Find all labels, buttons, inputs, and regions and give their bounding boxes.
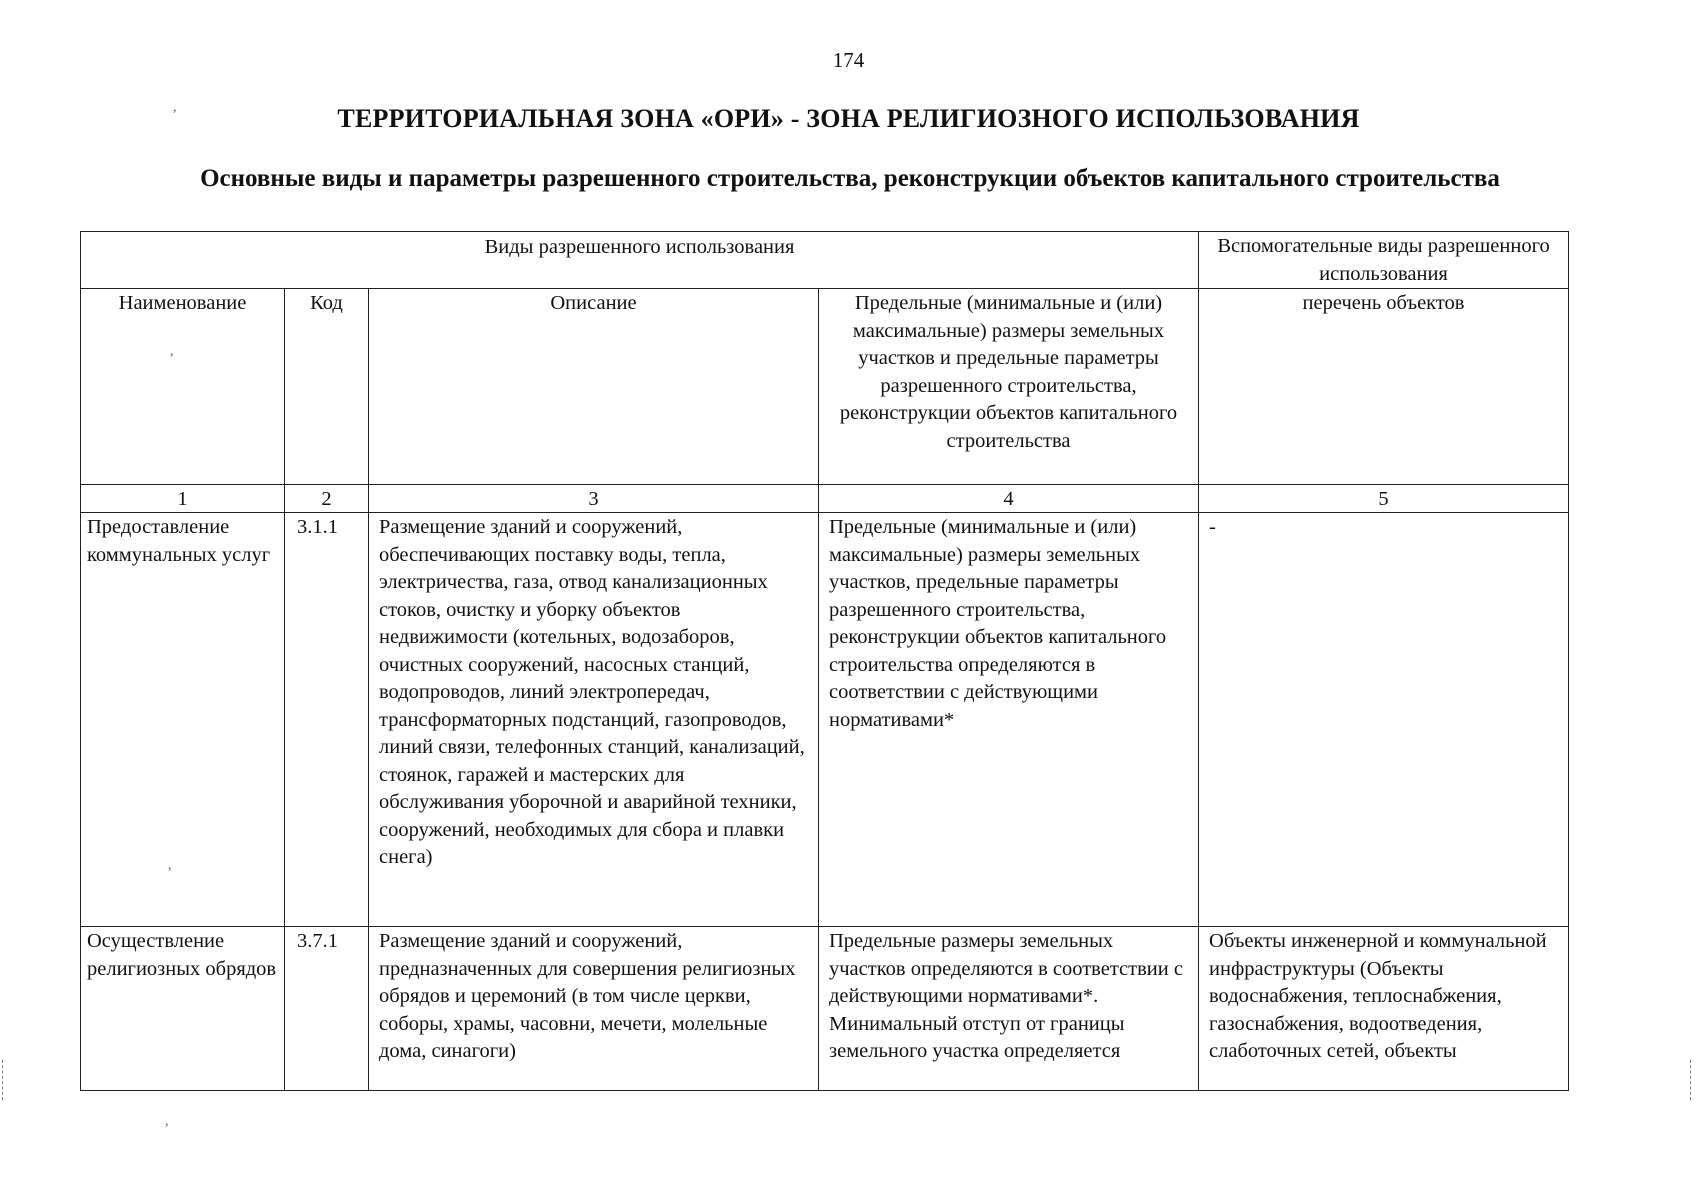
column-number-row — [81, 485, 1569, 513]
column-number: 3 — [369, 485, 819, 513]
scan-speck: , — [168, 858, 172, 873]
use-name: Предоставление коммунальных услуг — [81, 513, 285, 927]
page-number: 174 — [832, 48, 865, 72]
use-name: Осуществление религиозных обрядов — [81, 927, 285, 1091]
scan-speck: , — [165, 1114, 169, 1129]
use-code: 3.7.1 — [285, 927, 369, 1091]
table-header-row — [81, 289, 1569, 485]
section-title: Основные виды и параметры разрешенного строительства, реконструкции объектов капитального строительства — [200, 165, 1500, 192]
scan-edge-mark — [1690, 1060, 1694, 1100]
aux-objects: Объекты инженерной и коммунальной инфраструктуры (Объекты водоснабжения, теплоснабжения, газоснабжения, водоотведения, слаботочных сетей, объекты — [1199, 927, 1569, 1091]
use-description: Размещение зданий и сооружений, предназначенных для совершения религиозных обрядов и церемоний (в том числе церкви, соборы, храмы, часовни, мечети, молельные дома, синагоги) — [369, 927, 819, 1091]
column-number: 4 — [819, 485, 1199, 513]
table-group-header-row — [81, 232, 1569, 289]
column-number: 2 — [285, 485, 369, 513]
use-limits: Предельные размеры земельных участков определяются в соответствии с действующими нормативами*. Минимальный отступ от границы земельного участка определяется — [819, 927, 1199, 1091]
zone-title: ТЕРРИТОРИАЛЬНАЯ ЗОНА «ОРИ» - ЗОНА РЕЛИГИОЗНОГО ИСПОЛЬЗОВАНИЯ — [337, 104, 1360, 133]
use-description: Размещение зданий и сооружений, обеспечивающих поставку воды, тепла, электричества, газа, отвод канализационных стоков, очистку и уборку объектов недвижимости (котельных, водозаборов, очистных сооружений, насосных станций, водопроводов, линий электропередач, трансформаторных подстанций, газопроводов, линий связи, телефонных станций, канализаций, стоянок, гаражей и мастерских для обслуживания уборочной и аварийной техники, сооружений, необходимых для сбора и плавки снега) — [369, 513, 819, 927]
header-name: Наименование — [81, 289, 285, 485]
header-aux-group: Вспомогательные виды разрешенного использования — [1199, 232, 1569, 289]
table-row — [81, 513, 1569, 927]
column-number: 1 — [81, 485, 285, 513]
column-number: 5 — [1199, 485, 1569, 513]
scan-speck: , — [170, 344, 174, 359]
header-main-group: Виды разрешенного использования — [81, 232, 1199, 289]
permitted-use-table — [80, 231, 1569, 1091]
aux-objects: - — [1199, 513, 1569, 927]
table-row — [81, 927, 1569, 1091]
scan-edge-mark — [2, 1060, 6, 1100]
scan-speck: , — [173, 100, 177, 115]
use-limits: Предельные (минимальные и (или) максимальные) размеры земельных участков, предельные параметры разрешенного строительства, реконструкции объектов капитального строительства определяются в соответствии с действующими нормативами* — [819, 513, 1199, 927]
header-description: Описание — [369, 289, 819, 485]
header-limits: Предельные (минимальные и (или) максимальные) размеры земельных участков и предельные параметры разрешенного строительства, реконструкции объектов капитального строительства — [819, 289, 1199, 485]
header-code: Код — [285, 289, 369, 485]
use-code: 3.1.1 — [285, 513, 369, 927]
header-objects: перечень объектов — [1199, 289, 1569, 485]
